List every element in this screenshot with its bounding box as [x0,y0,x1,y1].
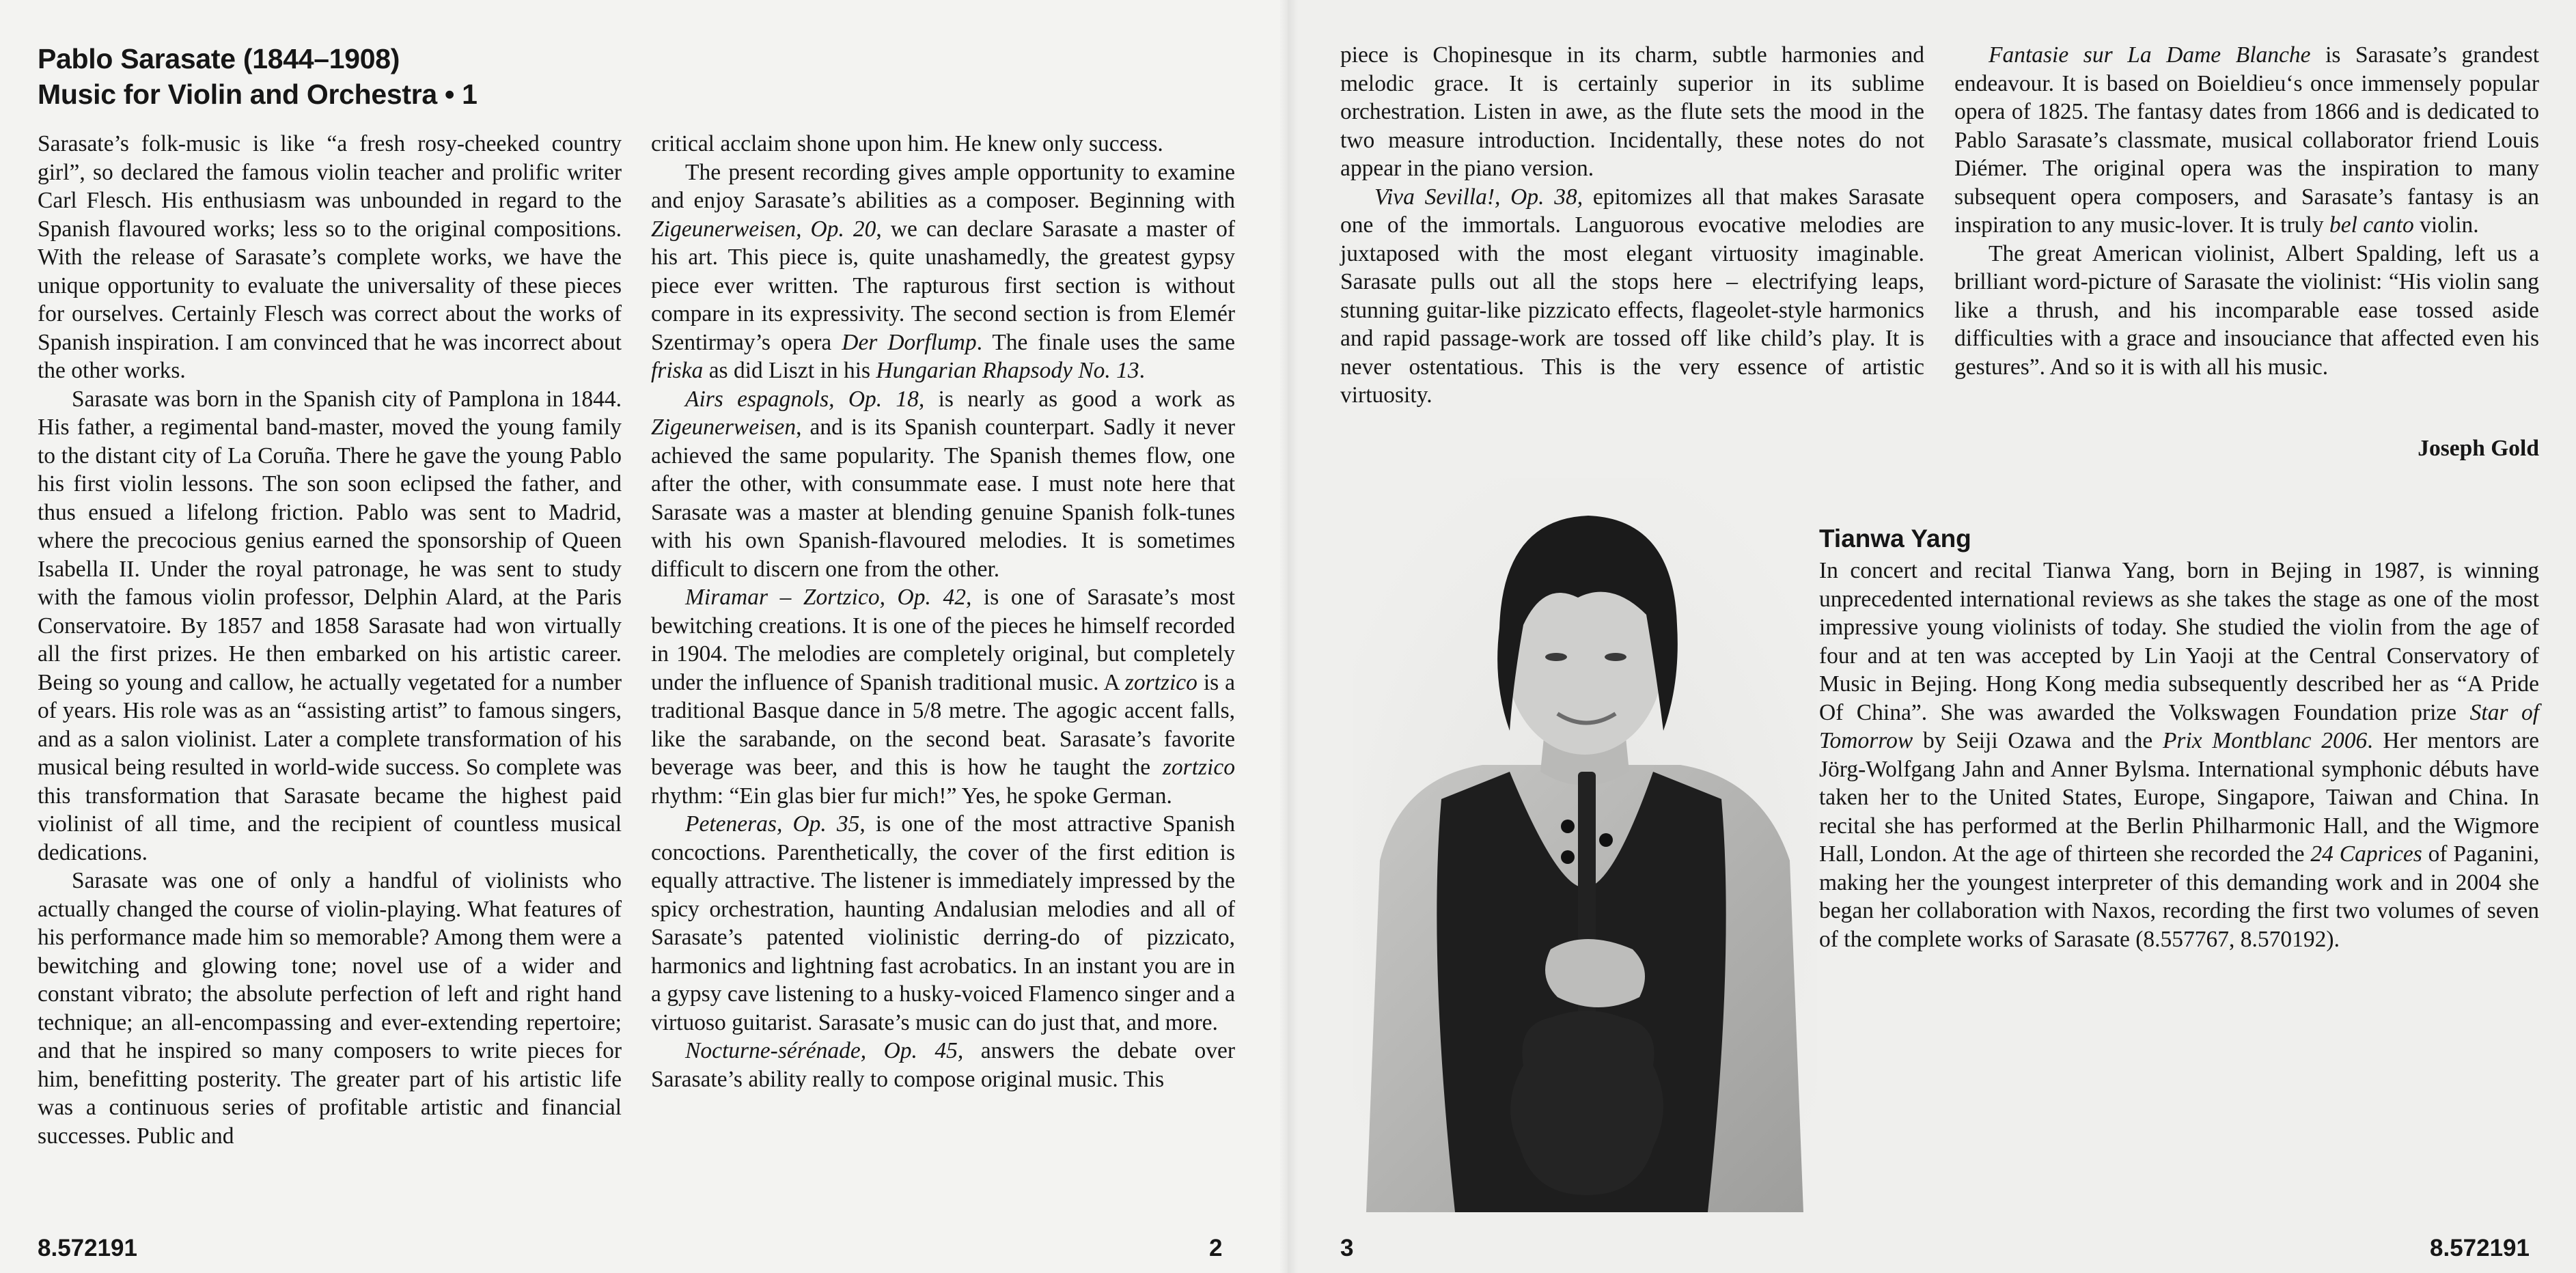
work-title: Hungarian Rhapsody No. 13 [876,358,1139,383]
notes-column-1 [38,130,622,1150]
paragraph: Sarasate’s folk-music is like “a fresh rosy-cheeked country girl”, so declared the famous violin teacher and prolific writer Carl Flesch. His enthusiasm was unbounded in regard to the Spanish flavoured works; less so to the original compositions. With the release of Sarasate’s complete works, we have the unique opportunity to evaluate the universality of these pieces for ourselves. Certainly Flesch was correct about the works of Spanish inspiration. I am convinced that he was incorrect about the other works. [38,131,622,383]
term: zortzico [1124,669,1197,695]
term: friska [651,358,704,383]
notes-column-3 [1340,41,1924,410]
page-gutter [1279,0,1298,1273]
work-title: Airs espagnols, Op. 18, [685,386,925,412]
artist-biography [1819,557,2539,953]
award-title: Prix Montblanc 2006 [2162,728,2368,753]
notes-column-2 [651,130,1235,1093]
work-title: Der Dorflump [842,329,977,355]
paragraph: critical acclaim shone upon him. He knew only success. [651,131,1163,156]
work-title: Peteneras, Op. 35, [685,811,865,837]
term: bel canto [2329,212,2414,238]
violinist-portrait-photo [1353,478,1817,1212]
paragraph: Viva Sevilla!, Op. 38, epitomizes all that makes Sarasate one of the immortals. Languorous evocative melodies are juxtaposed with the most elegant virtuosity imaginable. Sarasate pulls out all the stops here – electrifying leaps, stunning guitar-like pizzicato effects, flageolet-style harmonics and rapid passage-work are tossed off like child’s play. It is never ostentatious. This is the very essence of artistic virtuosity. [1340,184,1924,408]
composer-title: Pablo Sarasate (1844–1908) [38,43,400,74]
paragraph: In concert and recital Tianwa Yang, born in Bejing in 1987, is winning unprecedented international reviews as she takes the stage as one of the most impressive young violinists of today. She studied the violin from the age of four and at ten was accepted by Lin Yaoji at the Central Conservatory of Music in Bejing. Hong Kong media subsequently described her as “A Pride Of China”. She was awarded the Volkswagen Foundation prize Star of Tomorrow by Seiji Ozawa and the Prix Montblanc 2006. Her mentors are Jörg-Wolfgang Jahn and Anner Bylsma. International symphonic débuts have taken her to the United States, Europe, Singapore, Taiwan and China. In recital she has performed at the Berlin Philharmonic Hall, and the Wigmore Hall, London. At the age of thirteen she recorded the 24 Caprices of Paganini, making her the youngest interpreter of this demanding work and in 2004 she began her collaboration with Naxos, recording the first two volumes of seven of the complete works of Sarasate (8.557767, 8.570192). [1819,558,2540,952]
album-subtitle: Music for Violin and Orchestra • 1 [38,79,477,110]
paragraph: Sarasate was one of only a handful of violinists who actually changed the course of violin-playing. What features of his performance made him so memorable? Among them were a bewitching and glowing tone; novel use of a wider and constant vibrato; the absolute perfection of left and right hand technique; an all-encompassing and ever-extending repertoire; and that he inspired so many composers to write pieces for him, benefitting posterity. The greater part of his artistic life was a continuous series of profitable artistic and financial successes. Public and [38,868,622,1149]
paragraph: Sarasate was born in the Spanish city of Pamplona in 1844. His father, a regimental band-master, moved the young family to the distant city of La Coruña. There he gave the young Pablo his first violin lessons. The son soon eclipsed the father, and thus ensued a lifelong friction. Pablo was sent to Madrid, where the precocious genius earned the sponsorship of Queen Isabella II. Under the royal patronage, he was sent to study with the famous violin professor, Delphin Alard, at the Paris Conservatoire. By 1857 and 1858 Sarasate had won virtually all the first prizes. He then embarked on his artistic career. Being so young and callow, he actually vegetated for a number of years. His role was as an “assisting artist” to famous singers, and as a salon violinist. Later a complete transformation of his musical being resulted in world-wide success. So complete was this transformation that Sarasate became the highest paid violinist of all time, and the recipient of countless musical dedications. [38,386,622,865]
work-title: Nocturne-sérénade, Op. 45, [685,1038,964,1063]
paragraph: The great American violinist, Albert Spalding, left us a brilliant word-picture of Sarasate the violinist: “His violin sang like a thrush, and his incomparable ease tossed aside difficulties with a grace and insouciance that affected even his gestures”. And so it is with all his music. [1954,240,2539,380]
work-title: Miramar – Zortzico, Op. 42, [685,585,972,610]
paragraph: Peteneras, Op. 35, is one of the most attractive Spanish concoctions. Parenthetically, the cover of the first edition is equally attractive. The listener is immediately impressed by the spicy orchestration, haunting Andalusian melodies and all of Sarasate’s patented violinistic derring-do of pizzicato, harmonics and lightning fast acrobatics. In an instant you are in a gypsy cave listening to a husky-voiced Flamenco singer and a virtuoso guitarist. Sarasate’s music can do just that, and more. [651,811,1235,1035]
paragraph: The present recording gives ample opportunity to examine and enjoy Sarasate’s abilities as a composer. Beginning with Zigeunerweisen, Op. 20, we can declare Sarasate a master of his art. This piece is, quite unashamedly, the greatest gypsy piece ever written. The rapturous first section is without compare in its expressivity. The second section is from Elemér Szentirmay’s opera Der Dorflump. The finale uses the same friska as did Liszt in his Hungarian Rhapsody No. 13. [651,159,1236,383]
booklet-title-block [38,41,477,112]
author-signature: Joseph Gold [2418,436,2539,461]
paragraph: Airs espagnols, Op. 18, is nearly as good a work as Zigeunerweisen, and is its Spanish counterpart. Sadly it never achieved the same popularity. The Spanish themes flow, one after the other, with consummate ease. I must note here that Sarasate was a master at blending genuine Spanish folk-tunes with his own Spanish-flavoured melodies. It is sometimes difficult to discern one from the other. [651,386,1235,582]
work-title: Viva Sevilla!, Op. 38, [1374,184,1583,210]
paragraph: Fantasie sur La Dame Blanche is Sarasate’s grandest endeavour. It is based on Boieldieu‘s once immensely popular opera of 1825. The fantasy dates from 1866 and is dedicated to Pablo Sarasate’s classmate, musical collaborator friend Louis Diémer. The original opera was the inspiration to many subsequent opera composers, and Sarasate’s fantasy is an inspiration to any music-lover. It is truly bel canto violin. [1954,42,2539,238]
work-title: Zigeunerweisen, Op. 20 [651,216,876,242]
work-title: Fantasie sur La Dame Blanche [1989,42,2311,68]
page-number-2: 2 [1209,1235,1223,1261]
work-title: Zigeunerweisen [651,415,797,440]
catalog-number-left: 8.572191 [38,1235,137,1261]
notes-column-4 [1954,41,2539,381]
paragraph: piece is Chopinesque in its charm, subtle harmonies and melodic grace. It is certainly superior in its sublime orchestration. Listen in awe, as the flute sets the mood in the two measure introduction. Incidentally, these notes do not appear in the piano version. [1340,42,1924,181]
catalog-number-right: 8.572191 [2430,1235,2530,1261]
page-number-3: 3 [1340,1235,1354,1261]
award-title: Star of Tomorrow [1819,699,2540,753]
work-title: 24 Caprices [2310,841,2422,867]
paragraph: Nocturne-sérénade, Op. 45, answers the debate over Sarasate’s ability really to compose original music. This [651,1038,1235,1092]
term: zortzico [1162,755,1235,780]
paragraph: Miramar – Zortzico, Op. 42, is one of Sarasate’s most bewitching creations. It is one of the pieces he himself recorded in 1904. The melodies are completely original, but completely under the influence of Spanish traditional music. A zortzico is a traditional Basque dance in 5/8 metre. The agogic accent falls, like the sarabande, on the second beat. Sarasate’s favorite beverage was beer, and this is how he taught the zortzico rhythm: “Ein glas bier fur mich!” Yes, he spoke German. [651,585,1235,809]
bio-heading: Tianwa Yang [1819,524,1971,552]
